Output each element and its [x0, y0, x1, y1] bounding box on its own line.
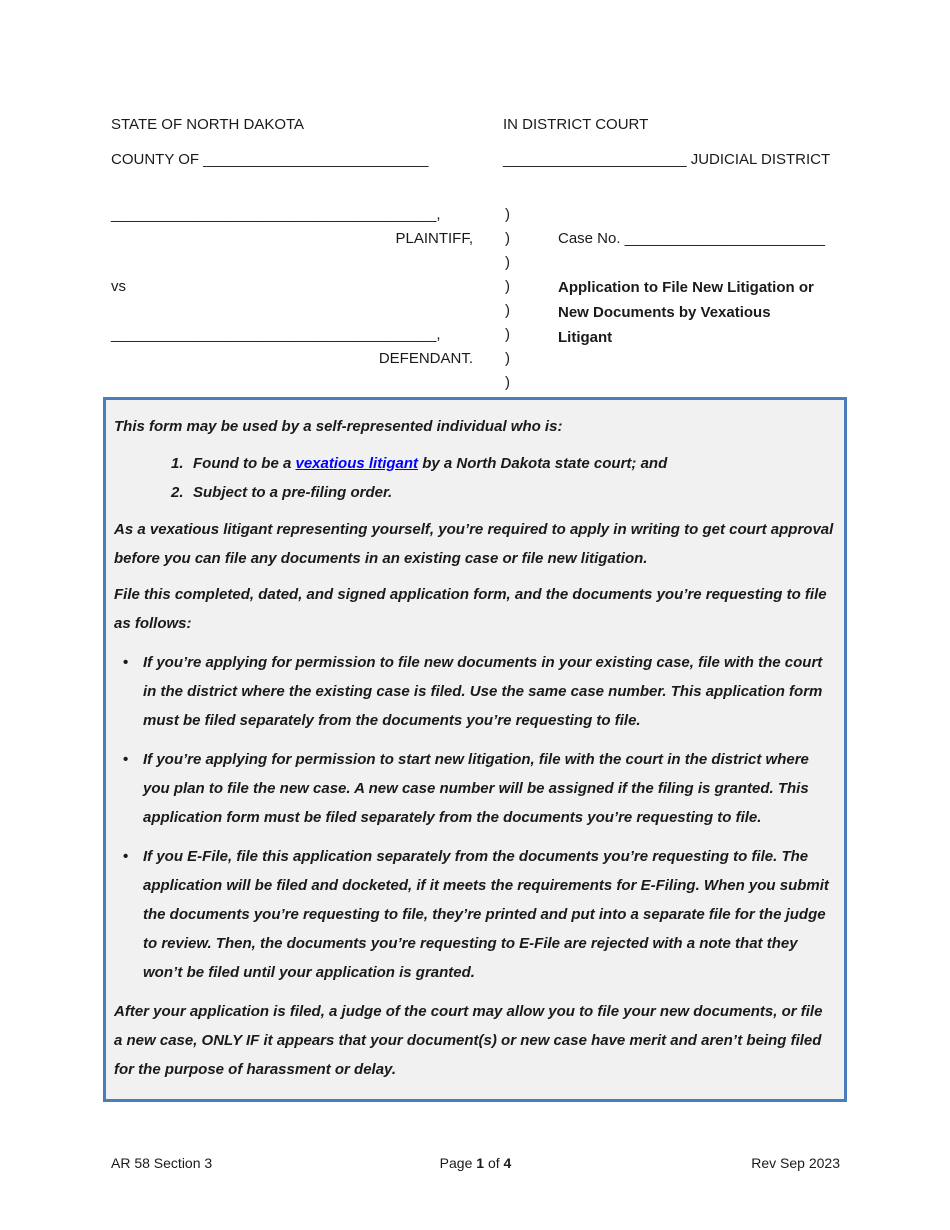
case-title: Application to File New Litigation or New Documents by Vexatious Litigant: [558, 279, 814, 346]
criteria-item-number: 2.: [171, 484, 184, 501]
notice-intro: This form may be used by a self-represented individual who is:: [114, 418, 563, 435]
bullet-item: [114, 648, 834, 735]
criteria-item-number: 1.: [171, 455, 184, 472]
notice-box: [103, 397, 847, 1102]
district-blank: ______________________: [503, 151, 687, 168]
case-number-blank: ________________________: [624, 230, 825, 247]
bullet-text: If you’re applying for permission to file new documents in your existing case, file with the court in the district where the existing case is filed. Use the same case number. This application form must be filed separately from the documents you’re requesting to file.: [143, 654, 823, 729]
case-caption: [111, 203, 846, 395]
defendant-label: DEFENDANT.: [378, 350, 473, 367]
defendant-name-blank: _______________________________________,: [111, 326, 441, 343]
criteria-list: [114, 449, 834, 507]
county-line: [111, 148, 503, 172]
plaintiff-name-blank: _______________________________________,: [111, 206, 441, 223]
caption-paren: ): [505, 302, 510, 319]
bullet-icon: •: [123, 654, 129, 671]
filing-instructions-bullets: [114, 648, 834, 987]
page-indicator: Page 1 of 4: [439, 1155, 512, 1171]
page-footer: [111, 1153, 840, 1173]
bullet-item: [114, 842, 834, 987]
court-line: IN DISTRICT COURT: [503, 116, 649, 133]
bullet-icon: •: [123, 848, 129, 865]
case-number-label: Case No.: [558, 230, 621, 247]
bullet-icon: •: [123, 751, 129, 768]
versus-label: vs: [111, 278, 126, 295]
plaintiff-label: PLAINTIFF,: [395, 230, 473, 247]
bullet-text: If you E-File, file this application separately from the documents you’re requesting to file. The application will be filed and docketed, if it meets the requirements for E-Filing. When you submit the documents you’re requesting to file, they’re printed and put into a separate file for the judge to review. Then, the documents you’re requesting to E-File are rejected with a note that they won’t be filed until your application is granted.: [143, 848, 829, 981]
closing-paragraph: After your application is filed, a judge of the court may allow you to file your new documents, or file a new case, ONLY IF it appears that your document(s) or new case have merit and aren’t being filed for the purpose of harassment or delay.: [114, 1003, 823, 1078]
district-label: JUDICIAL DISTRICT: [690, 151, 831, 168]
caption-paren: ): [505, 254, 510, 271]
caption-paren: ): [505, 206, 510, 223]
state-line: STATE OF NORTH DAKOTA: [111, 116, 305, 133]
notice-paragraph: As a vexatious litigant representing yourself, you’re required to apply in writing to get court approval before you can file any documents in an existing case or file new litigation.: [114, 521, 834, 567]
vexatious-litigant-link[interactable]: vexatious litigant: [295, 455, 419, 472]
criteria-item: [114, 478, 834, 507]
criteria-item-text: Subject to a pre-filing order.: [193, 484, 393, 501]
case-number-line: [543, 227, 846, 251]
caption-paren: ): [505, 350, 510, 367]
county-blank: ___________________________: [203, 151, 429, 168]
criteria-item-text: Found to be a vexatious litigant by a North Dakota state court; and: [193, 455, 668, 472]
caption-paren: ): [505, 374, 510, 391]
form-number: AR 58 Section 3: [111, 1155, 213, 1171]
criteria-item: [114, 449, 834, 478]
page-total: 4: [503, 1155, 512, 1171]
caption-paren: ): [505, 230, 510, 247]
revision-date: Rev Sep 2023: [751, 1155, 840, 1171]
caption-paren: ): [505, 278, 510, 295]
notice-paragraph: File this completed, dated, and signed application form, and the documents you’re requesting to file as follows:: [114, 586, 827, 632]
court-header: [111, 113, 846, 172]
bullet-item: [114, 745, 834, 832]
caption-paren: ): [505, 326, 510, 343]
district-line: [503, 148, 846, 172]
page-number: 1: [476, 1155, 485, 1171]
bullet-text: If you’re applying for permission to start new litigation, file with the court in the district where you plan to file the new case. A new case number will be assigned if the filing is granted. This application form must be filed separately from the documents you’re requesting to file.: [143, 751, 809, 826]
county-label: COUNTY OF: [111, 151, 200, 168]
